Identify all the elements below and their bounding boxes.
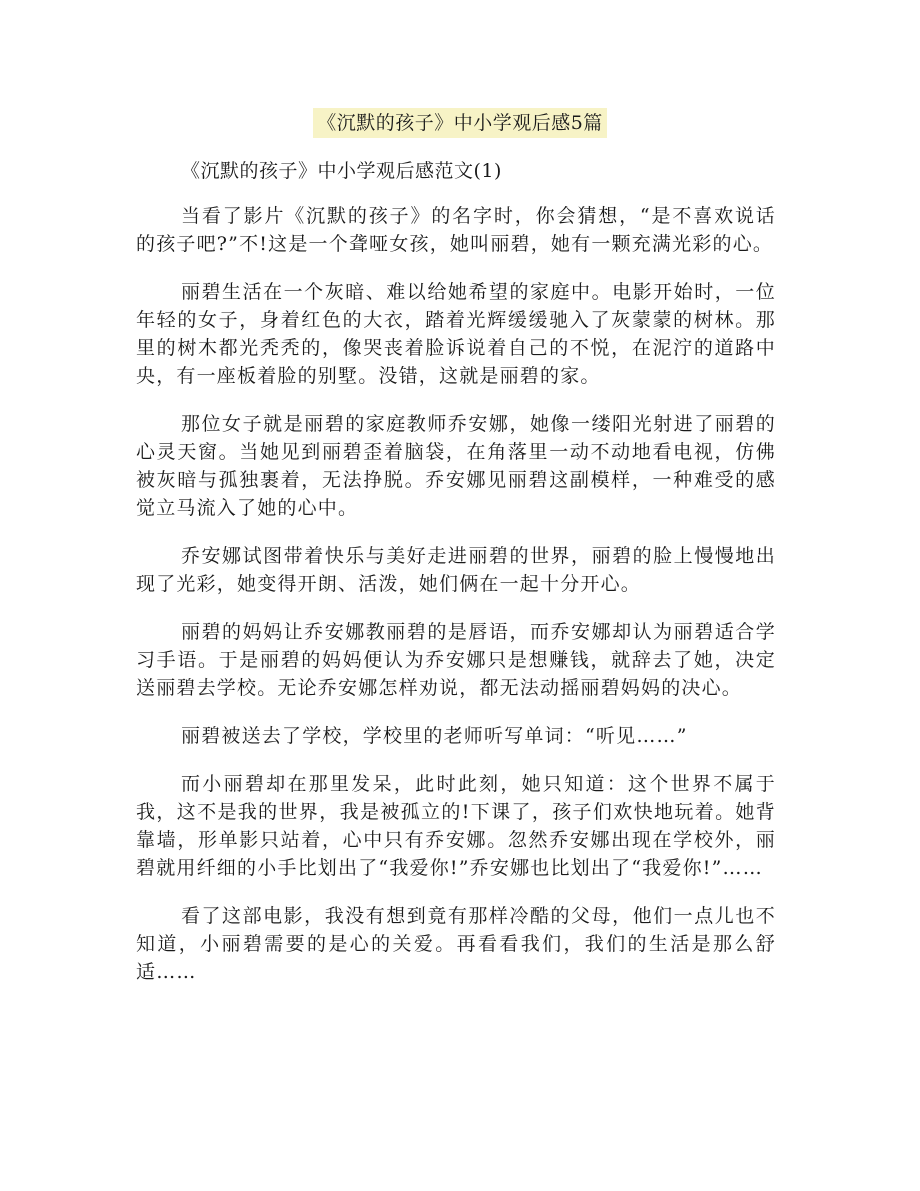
document-title: 《沉默的孩子》中小学观后感5篇	[313, 108, 607, 138]
paragraph-7: 而小丽碧却在那里发呆，此时此刻，她只知道：这个世界不属于我，这不是我的世界，我是被孤立的!下课了，孩子们欢快地玩着。她背靠墙，形单影只站着，心中只有乔安娜。忽然乔安娜出现在学校外，丽碧就用纤细的小手比划出了“我爱你!”乔安娜也比划出了“我爱你!”……	[136, 773, 776, 879]
paragraph-6: 丽碧被送去了学校，学校里的老师听写单词：“听见……”	[181, 725, 688, 747]
paragraph-8: 看了这部电影，我没有想到竟有那样冷酷的父母，他们一点儿也不知道，小丽碧需要的是心的关爱。再看看我们，我们的生活是那么舒适……	[136, 905, 776, 983]
paragraph-5: 丽碧的妈妈让乔安娜教丽碧的是唇语，而乔安娜却认为丽碧适合学习手语。于是丽碧的妈妈便认为乔安娜只是想赚钱，就辞去了她，决定送丽碧去学校。无论乔安娜怎样劝说，都无法动摇丽碧妈妈的决心。	[136, 621, 776, 699]
paragraph-1: 当看了影片《沉默的孩子》的名字时，你会猜想，“是不喜欢说话的孩子吧?”不!这是一个聋哑女孩，她叫丽碧，她有一颗充满光彩的心。	[136, 205, 776, 255]
paragraph-3: 那位女子就是丽碧的家庭教师乔安娜，她像一缕阳光射进了丽碧的心灵天窗。当她见到丽碧歪着脑袋，在角落里一动不动地看电视，仿佛被灰暗与孤独裹着，无法挣脱。乔安娜见丽碧这副模样，一种难受的感觉立马流入了她的心中。	[136, 413, 776, 519]
title-container	[0, 108, 920, 138]
paragraph-2: 丽碧生活在一个灰暗、难以给她希望的家庭中。电影开始时，一位年轻的女子，身着红色的大衣，踏着光辉缓缓驰入了灰蒙蒙的树林。那里的树木都光秃秃的，像哭丧着脸诉说着自己的不悦，在泥泞的道路中央，有一座板着脸的别墅。没错，这就是丽碧的家。	[136, 281, 776, 387]
section-heading: 《沉默的孩子》中小学观后感范文(1)	[181, 160, 502, 182]
paragraph-4: 乔安娜试图带着快乐与美好走进丽碧的世界，丽碧的脸上慢慢地出现了光彩，她变得开朗、活泼，她们俩在一起十分开心。	[136, 545, 776, 595]
document-body	[136, 202, 776, 1006]
